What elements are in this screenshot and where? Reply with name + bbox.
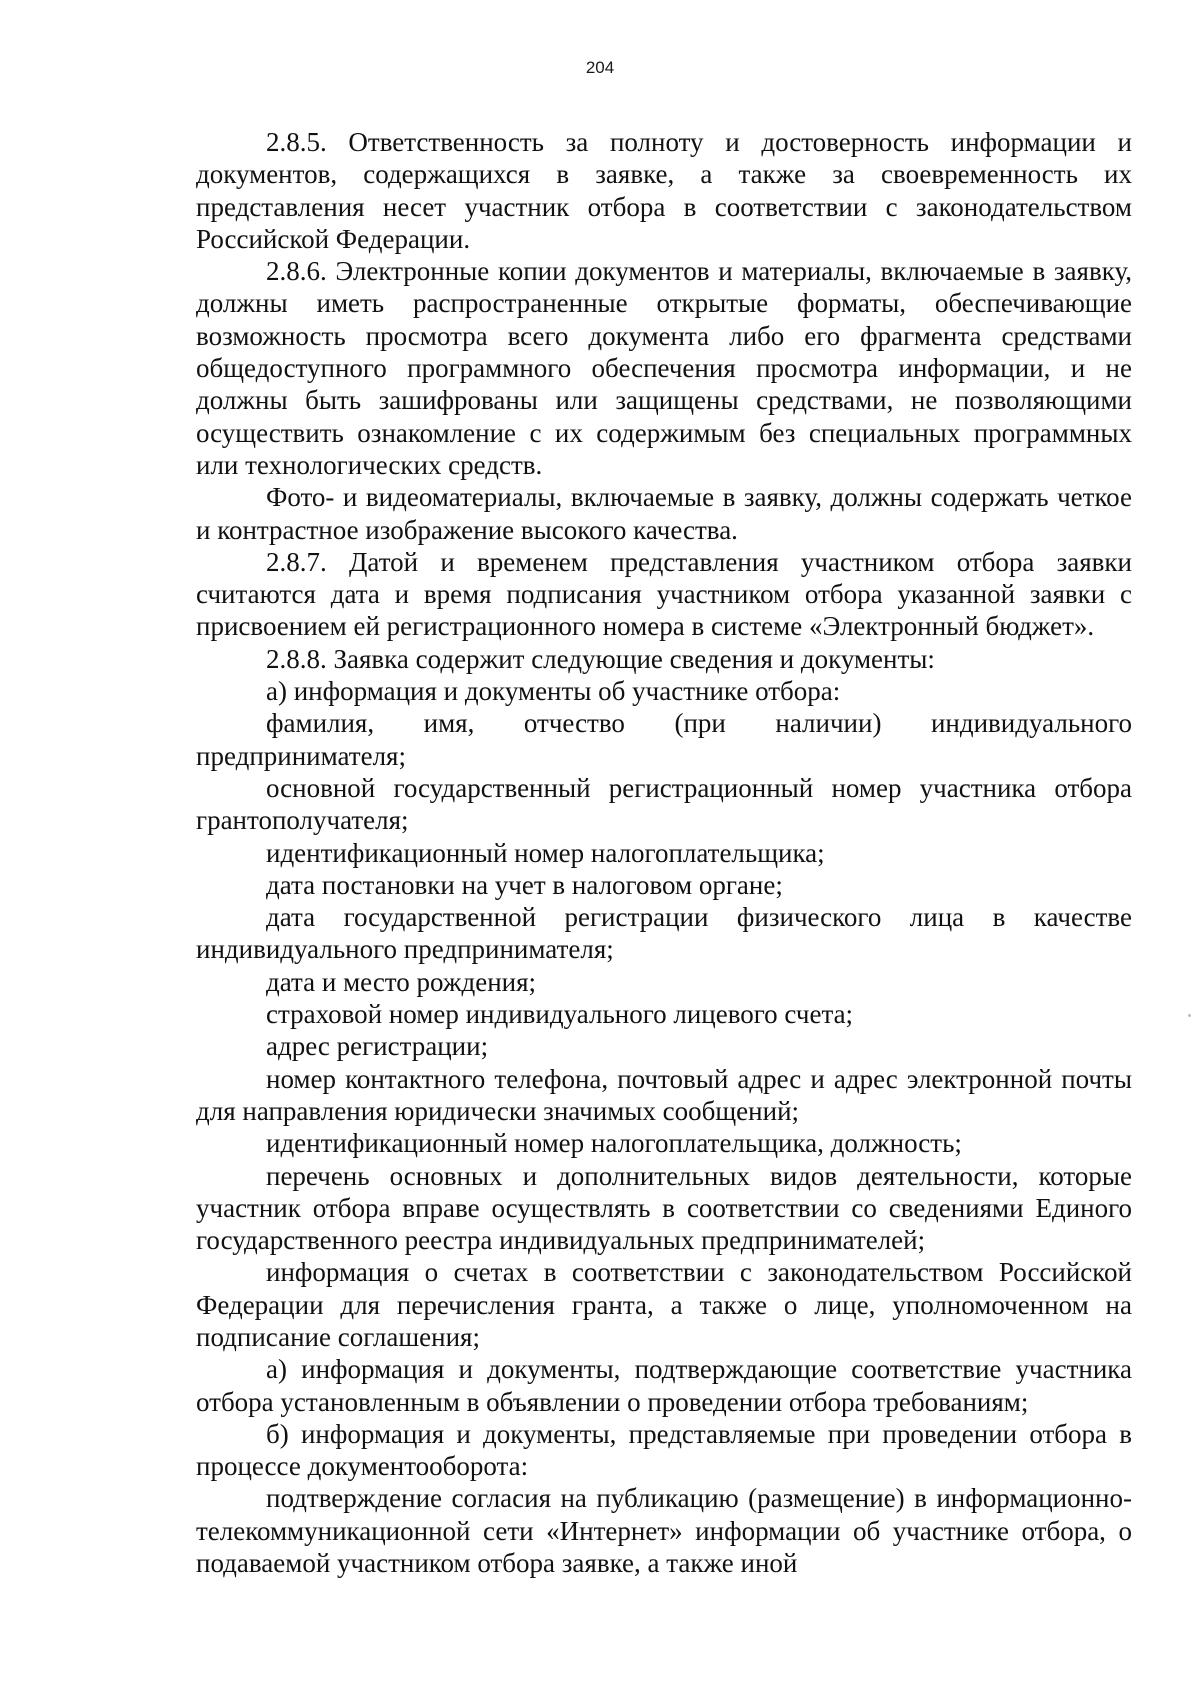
document-body (196, 126, 1132, 1579)
list-item-tax-registration: дата постановки на учет в налоговом органе; (266, 869, 783, 900)
list-item-snils: страховой номер индивидуального лицевого счета; (266, 999, 854, 1030)
list-item-activities: перечень основных и дополнительных видов деятельности, которые участник отбора вправе осуществлять в соответствии со сведениями Единого государственного реестра индивидуальных предпринимателей; (196, 1160, 1132, 1256)
paragraph-2-8-8: 2.8.8. Заявка содержит следующие сведения и документы: (266, 643, 935, 674)
list-item-birth: дата и место рождения; (266, 966, 537, 997)
list-item-a-requirements: а) информация и документы, подтверждающие соответствие участника отбора установленным в объявлении о проведении отбора требованиям; (196, 1354, 1132, 1417)
list-item-inn-position: идентификационный номер налогоплательщика, должность; (266, 1128, 962, 1159)
list-item-a: а) информация и документы об участнике отбора: (266, 676, 841, 707)
paragraph-photo-video: Фото- и видеоматериалы, включаемые в заявку, должны содержать четкое и контрастное изображение высокого качества. (196, 482, 1132, 545)
list-item-state-registration: дата государственной регистрации физического лица в качестве индивидуального предпринимателя; (196, 902, 1132, 965)
page-number: 204 (585, 58, 615, 77)
paragraph-2-8-5: 2.8.5. Ответственность за полноту и достоверность информации и документов, содержащихся в заявке, а также за своевременность их представления несет участник отбора в соответствии с законодательством Российской Федерации. (196, 127, 1132, 254)
list-item-accounts: информация о счетах в соответствии с законодательством Российской Федерации для перечисления гранта, а также о лице, уполномоченном на подписание соглашения; (196, 1257, 1132, 1352)
list-item-contacts: номер контактного телефона, почтовый адрес и адрес электронной почты для направления юридически значимых сообщений; (196, 1063, 1132, 1126)
list-item-ogrn: основной государственный регистрационный номер участника отбора грантополучателя; (196, 772, 1132, 836)
list-item-b-documents: б) информация и документы, представляемые при проведении отбора в процессе документооборота: (196, 1418, 1132, 1482)
list-item-inn: идентификационный номер налогоплательщика; (266, 837, 825, 868)
list-item-fio: фамилия, имя, отчество (при наличии) индивидуального предпринимателя; (196, 708, 1132, 771)
paragraph-2-8-6: 2.8.6. Электронные копии документов и материалы, включаемые в заявку, должны иметь распространенные открытые форматы, обеспечивающие возможность просмотра всего документа либо его фрагмента средствами общедоступного программного обеспечения просмотра информации, и не должны быть зашифрованы или защищены средствами, не позволяющими осуществить ознакомление с их содержимым без специальных программных или технологических средств. (196, 256, 1132, 480)
list-item-consent: подтверждение согласия на публикацию (размещение) в информационно-телекоммуникационной сети «Интернет» информации об участнике отбора, о подаваемой участником отбора заявке, а также иной (196, 1483, 1132, 1579)
scan-speck (1188, 1014, 1191, 1017)
list-item-address: адрес регистрации; (266, 1031, 489, 1062)
paragraph-2-8-7: 2.8.7. Датой и временем представления участником отбора заявки считаются дата и время подписания участником отбора указанной заявки с присвоением ей регистрационного номера в системе «Электронный бюджет». (196, 546, 1132, 642)
